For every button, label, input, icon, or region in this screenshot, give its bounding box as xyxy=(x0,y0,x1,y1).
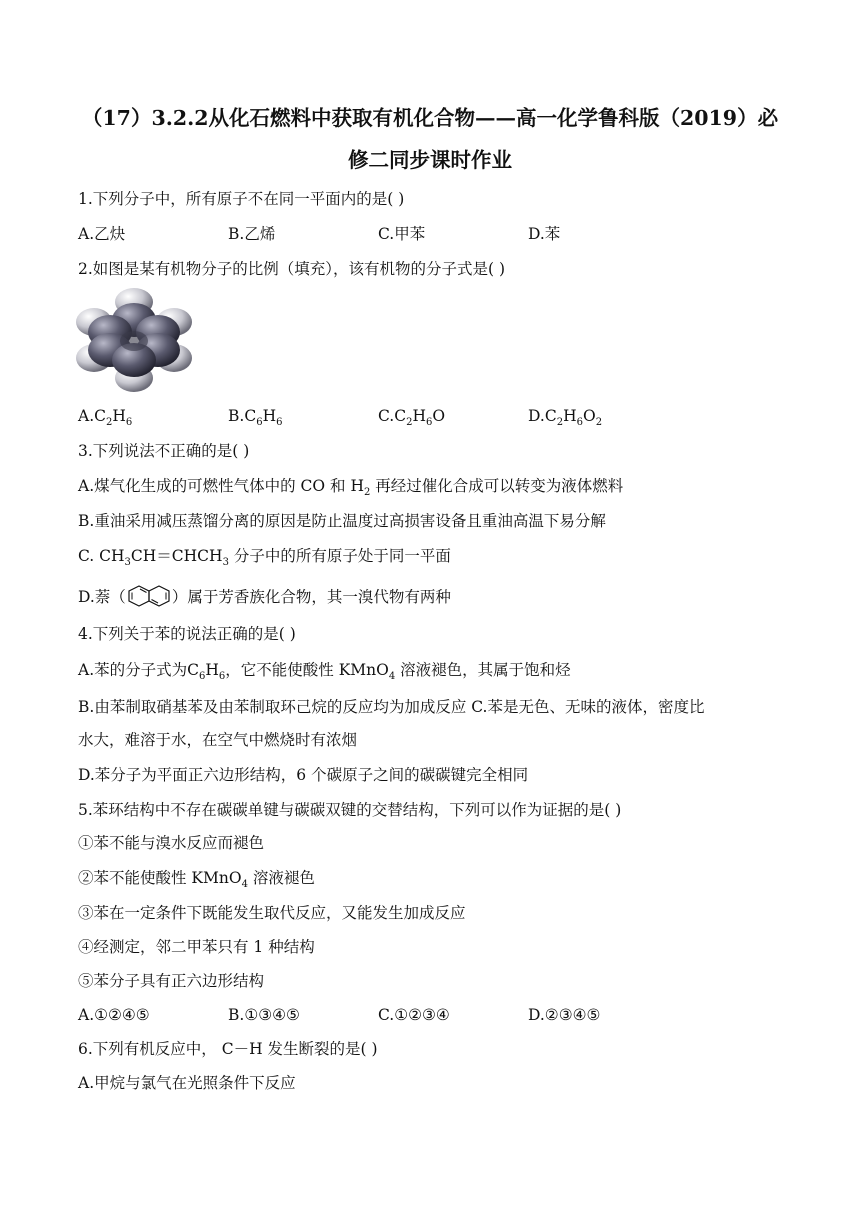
q1-option-a: A.乙炔 xyxy=(78,225,126,243)
q1-option-d: D.苯 xyxy=(528,225,561,243)
q5-option-d: D.②③④⑤ xyxy=(528,1006,601,1024)
q5-statement-4: ④经测定，邻二甲苯只有 1 种结构 xyxy=(78,938,315,956)
q6-option-a: A.甲烷与氯气在光照条件下反应 xyxy=(78,1074,296,1092)
q1-option-c: C.甲苯 xyxy=(378,225,426,243)
q2-option-d: $D.C_2H_6O_2$ xyxy=(528,407,603,428)
q2-stem: 2.如图是某有机物分子的比例（填充），该有机物的分子式是( ) xyxy=(78,260,506,278)
q5-statement-5: ⑤苯分子具有正六边形结构 xyxy=(78,972,265,990)
document-title-line2: 修二同步课时作业 xyxy=(348,148,512,172)
q2-option-c: $C.C_2H_6O$ xyxy=(378,407,446,428)
q5-statement-1: ①苯不能与溴水反应而褪色 xyxy=(78,834,265,852)
q4-option-a: A.苯的分子式为$C_6H_6$，它不能使酸性 KMnO$_4$ 溶液褪色，其属于饱和烃 xyxy=(78,661,571,682)
q4-option-d: D.苯分子为平面正六边形结构，6 个碳原子之间的碳碳键完全相同 xyxy=(78,766,529,784)
q4-option-bc-line2: 水大，难溶于水，在空气中燃烧时有浓烟 xyxy=(78,731,358,749)
q6-stem: 6.下列有机反应中， C－H 发生断裂的是( ) xyxy=(78,1040,378,1058)
q5-option-c: C.①②③④ xyxy=(378,1006,450,1024)
document-title-line1: （17）3.2.2从化石燃料中获取有机化合物——高一化学鲁科版（2019）必 xyxy=(81,106,779,130)
q5-option-b: B.①③④⑤ xyxy=(228,1006,300,1024)
q2-option-a: $A.C_2H_6$ xyxy=(78,407,133,428)
q5-stem: 5.苯环结构中不存在碳碳单键与碳碳双键的交替结构，下列可以作为证据的是( ) xyxy=(78,801,622,819)
q3-stem: 3.下列说法不正确的是( ) xyxy=(78,442,250,460)
benzene-space-filling-model-image xyxy=(76,286,192,394)
q5-statement-2: ②苯不能使酸性 KMnO$_4$ 溶液褪色 xyxy=(78,869,315,890)
naphthalene-structure-icon xyxy=(127,584,171,608)
q1-option-b: B.乙烯 xyxy=(228,225,276,243)
q1-stem: 1.下列分子中，所有原子不在同一平面内的是( ) xyxy=(78,190,405,208)
q5-option-a: A.①②④⑤ xyxy=(78,1006,150,1024)
q4-option-bc-line1: B.由苯制取硝基苯及由苯制取环己烷的反应均为加成反应 C.苯是无色、无味的液体，密度比 xyxy=(78,698,705,716)
q3-option-b: B.重油采用减压蒸馏分离的原因是防止温度过高损害设备且重油高温下易分解 xyxy=(78,512,606,530)
q3-option-d: D.萘（ ）属于芳香族化合物，其一溴代物有两种 xyxy=(78,584,451,608)
q2-option-b: $B.C_6H_6$ xyxy=(228,407,283,428)
q5-statement-3: ③苯在一定条件下既能发生取代反应，又能发生加成反应 xyxy=(78,904,466,922)
q3-option-c: C. $CH_3CH=CHCH_3$ 分子中的所有原子处于同一平面 xyxy=(78,547,451,568)
q3-option-a: A.煤气化生成的可燃性气体中的 CO 和 $H_2$ 再经过催化合成可以转变为液体燃料 xyxy=(78,477,624,498)
q4-stem: 4.下列关于苯的说法正确的是( ) xyxy=(78,625,296,643)
